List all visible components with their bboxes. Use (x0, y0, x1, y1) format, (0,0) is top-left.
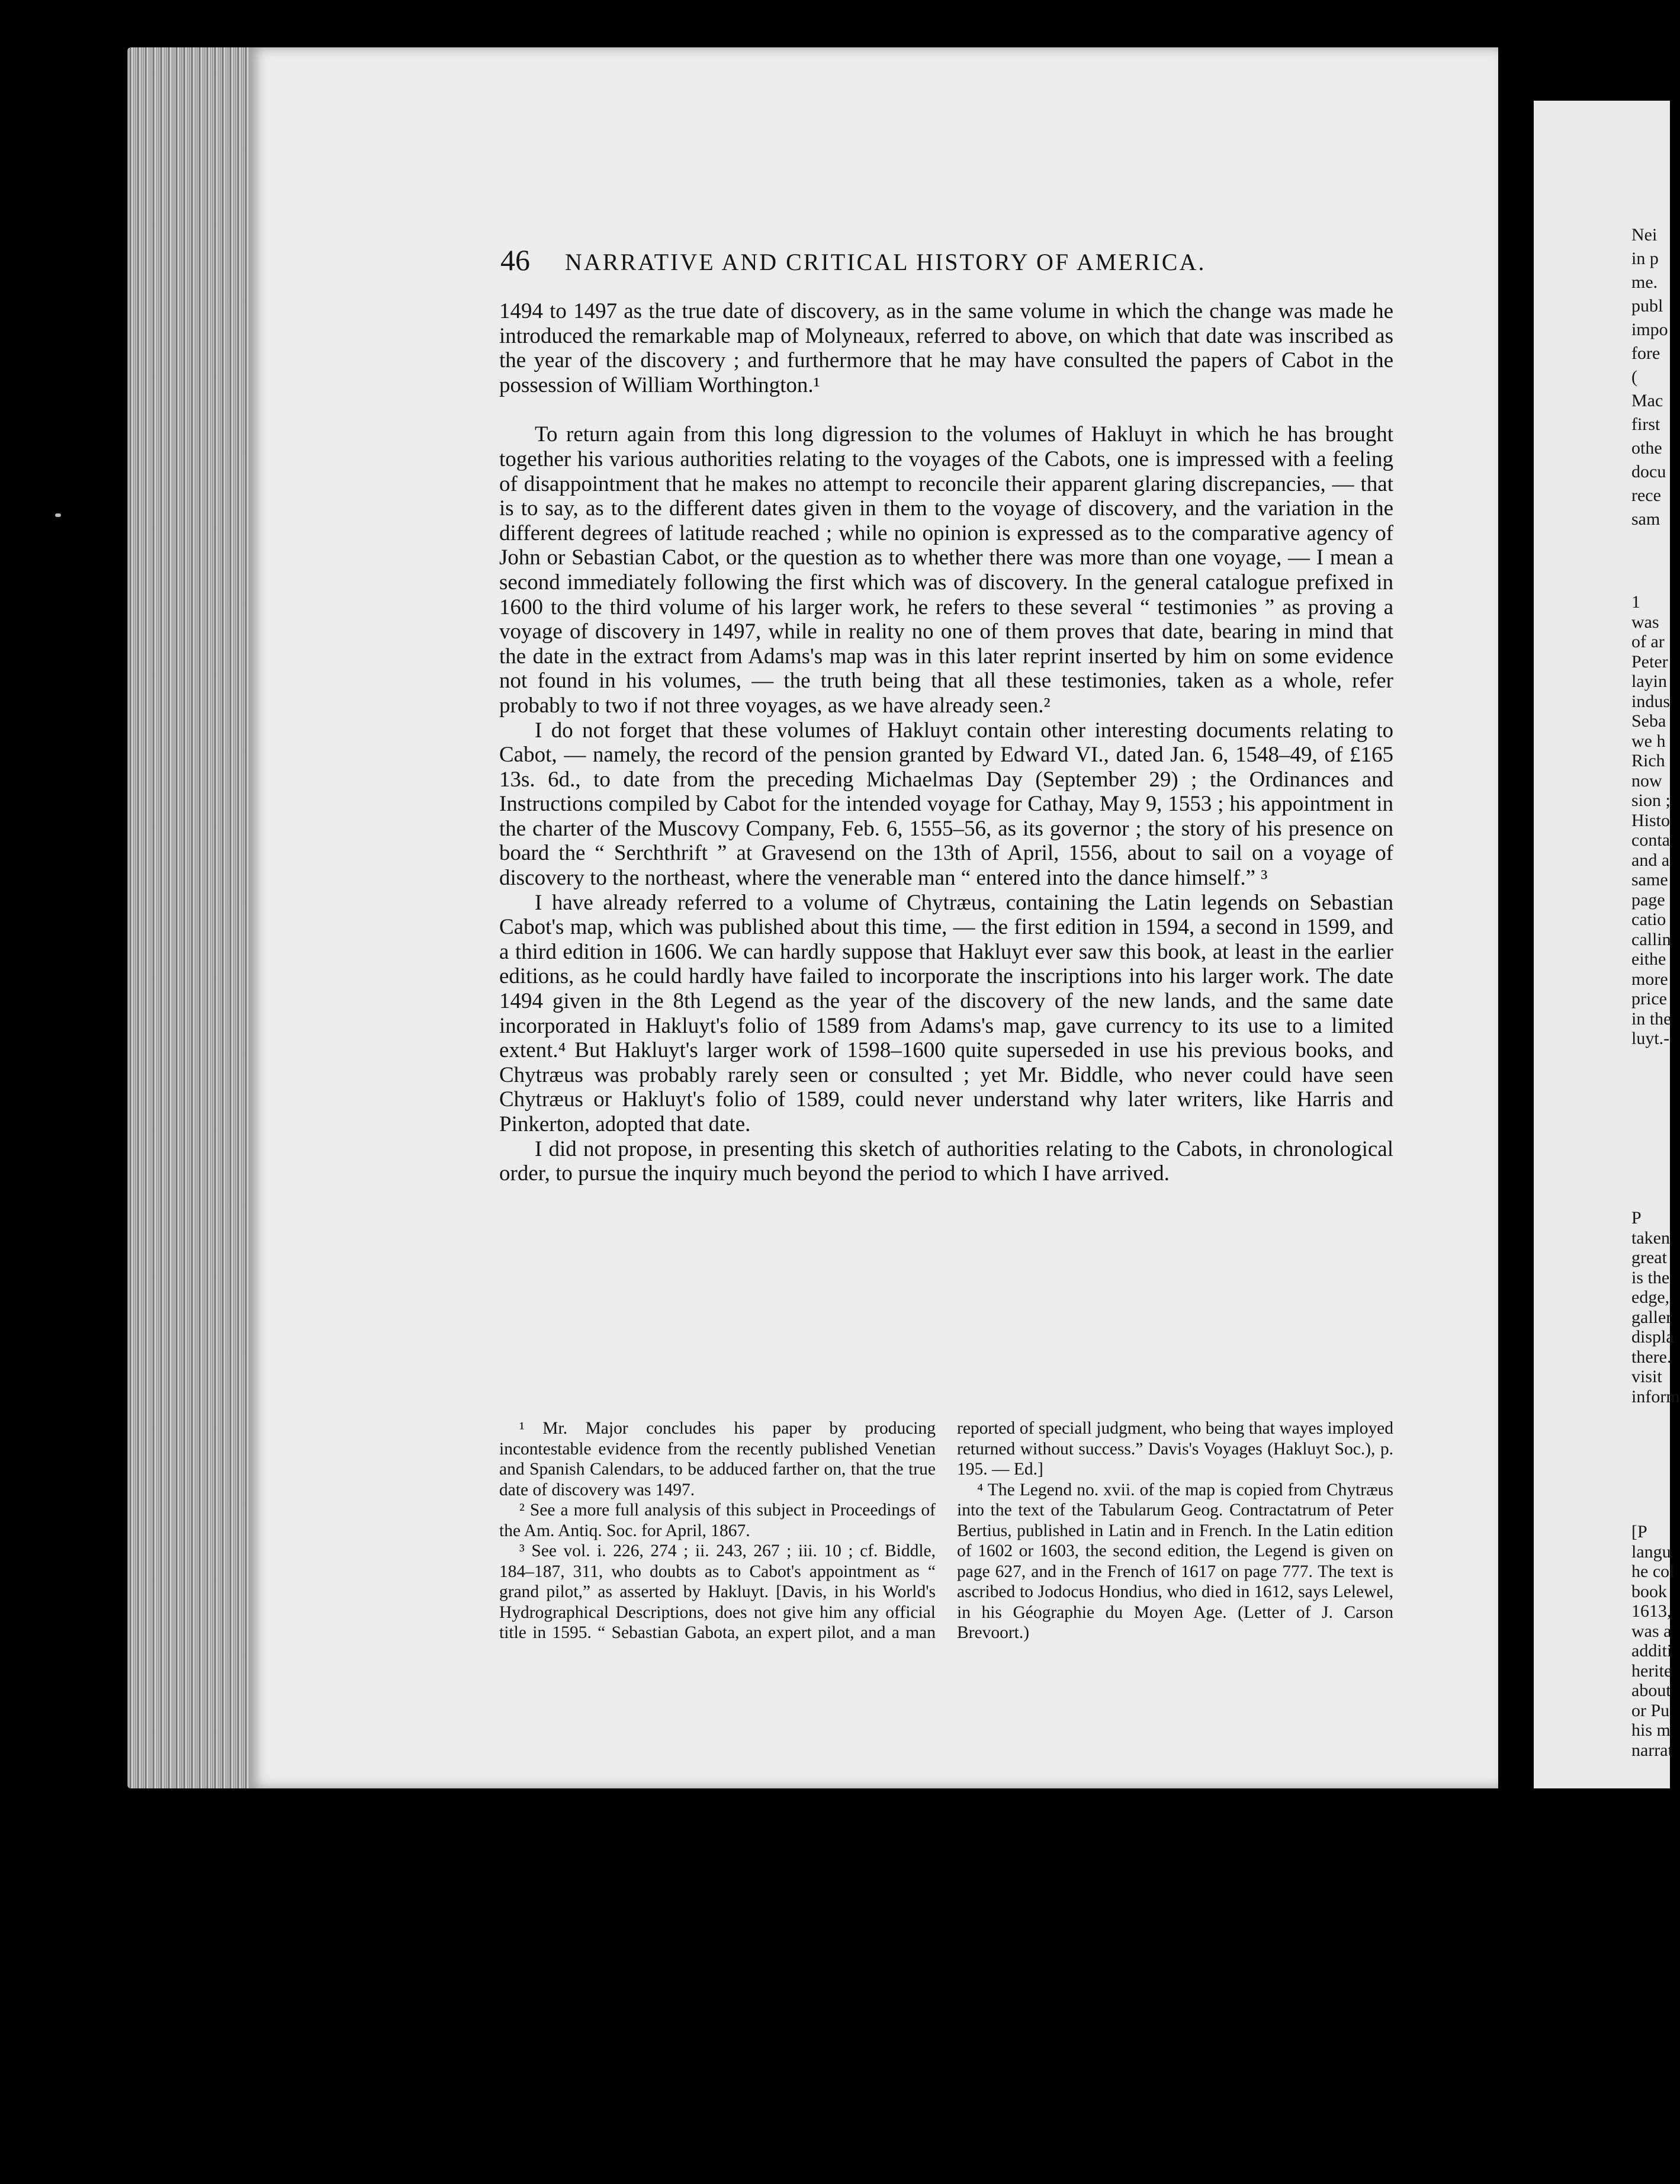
facing-page-line: now (1631, 770, 1662, 791)
facing-page-line: catio (1631, 910, 1666, 929)
binding-mark (55, 513, 61, 517)
facing-page (1534, 101, 1680, 1788)
facing-page-line: sam (1631, 509, 1660, 529)
facing-page-line: book (1631, 1581, 1667, 1601)
facing-page-line: publ (1631, 296, 1663, 316)
footnote: ³ See vol. i. 226, 274 ; ii. 243, 267 ; iii. 10 ; cf. Biddle, 184–187, 311, who doubts as to Cabot's appointment as “ grand pilot,” as asserted by Hakluyt. [Davis, in his World's Hydrographical Descriptions, does not give him any official title in 1595. “ Sebastian Gabota, an expert pilot, and a man reported of speciall judgment, who being that wayes imployed returned without success.” Davis's Voyages (Hakluyt Soc.), p. 195. — Ed.] (499, 1419, 1393, 1642)
facing-page-line: more (1631, 969, 1668, 989)
paragraph: To return again from this long digression to the volumes of Hakluyt in which he has brought together his various authorities relating to the voyages of the Cabots, one is impressed with a feeling of disappointment that he makes no attempt to reconcile their apparent glaring discrepancies, — that is to say, as to the different dates given in them to the voyage of discovery, and the variation in the different degrees of latitude reached ; while no opinion is expressed as to the comparative agency of John or Sebastian Cabot, or the question as to whether there was more than one voyage, — I mean a second immediately following the first which was of discovery. In the general catalogue prefixed in 1600 to the third volume of his larger work, he refers to these several “ testimonies ” as proving a voyage of discovery in 1497, while in reality no one of them proves that date, bearing in mind that the date in the extract from Adams's map was in this later reprint inserted by him on some evidence not found in his volumes, — the truth being that all these testimonies, taken as a whole, refer probably to two if not three voyages, as we have already seen.² (499, 422, 1393, 718)
paragraph: I did not propose, in presenting this sketch of authorities relating to the Cabots, in chronological order, to pursue the inquiry much beyond the period to which I have arrived. (499, 1136, 1393, 1186)
paragraph: I have already referred to a volume of Chytræus, containing the Latin legends on Sebastian Cabot's map, which was published about this time, — the first edition in 1594, a second in 1599, and a third edition in 1606. We can hardly suppose that Hakluyt ever saw this book, at least in the earlier editions, as he could hardly have failed to incorporate the inscriptions into his larger work. The date 1494 given in the 8th Legend as the year of the discovery of the new lands, and the same date incorporated in Hakluyt's folio of 1589 from Adams's map, gave currency to its use to a limited extent.⁴ But Hakluyt's larger work of 1598–1600 quite superseded in use his previous books, and Chytræus was probably rarely seen or consulted ; yet Mr. Biddle, who never could have seen Chytræus or Hakluyt's folio of 1589, could never understand why later writers, like Harris and Pinkerton, adopted that date. (499, 890, 1393, 1136)
footnote: ⁴ The Legend no. xvii. of the map is copied from Chytræus into the text of the Tabularum Geog. Contractatrum of Peter Bertius, published in Latin and in French. In the Latin edition of 1602 or 1603, the second edition, the Legend is given on page 627, and in the French of 1617 on page 777. The text is ascribed to Jodocus Hondius, who died in 1612, says Lelewel, in his Géographie du Moyen Age. (Letter of J. Carson Brevoort.) (957, 1480, 1393, 1642)
facing-page-line: same (1631, 870, 1668, 889)
facing-page-line: ( (1631, 367, 1637, 387)
facing-page-line: fore (1631, 343, 1660, 363)
facing-page-line: layin (1631, 672, 1667, 691)
facing-page-line: langu (1631, 1541, 1671, 1562)
facing-page-line: docu (1631, 462, 1666, 481)
facing-page-line: about (1631, 1681, 1671, 1700)
facing-page-line: great (1631, 1248, 1667, 1267)
facing-page-line: was a (1631, 1621, 1672, 1641)
main-text (499, 299, 1393, 1186)
facing-page-line: Mac (1631, 391, 1663, 410)
facing-page-line: inform (1631, 1386, 1680, 1406)
facing-page-line: edge, (1631, 1287, 1670, 1307)
facing-page-line: Rich (1631, 751, 1665, 770)
paragraph: I do not forget that these volumes of Hakluyt contain other interesting documents relating to Cabot, — namely, the record of the pension granted by Edward VI., dated Jan. 6, 1548–49, of £165 13s. 6d., to date from the preceding Michaelmas Day (September 29) ; the Ordinances and Instructions compiled by Cabot for the intended voyage for Cathay, May 9, 1553 ; his appointment in the charter of the Muscovy Company, Feb. 6, 1555–56, as its governor ; the story of his presence on board the “ Serchthrift ” at Gravesend on the 13th of April, 1556, about to sail on a voyage of discovery to the northeast, where the venerable man “ entered into the dance himself.” ³ (499, 718, 1393, 891)
facing-page-line: his m (1631, 1720, 1671, 1740)
facing-page-line: [P (1631, 1522, 1647, 1541)
facing-page-line: herite (1631, 1661, 1672, 1681)
facing-page-line: Nei (1631, 225, 1657, 245)
facing-page-line: there. (1631, 1347, 1672, 1367)
footnote: ² See a more full analysis of this subject in Proceedings of the Am. Antiq. Soc. for April, 1867. (499, 1501, 936, 1540)
facing-page-line: in p (1631, 249, 1659, 268)
facing-page-line: me. (1631, 272, 1658, 292)
facing-page-line: narrat (1631, 1740, 1673, 1760)
facing-page-line: Peter (1631, 651, 1668, 672)
facing-page-line: displa (1631, 1327, 1674, 1347)
facing-page-line: visit (1631, 1367, 1662, 1386)
facing-page-line: conta (1631, 830, 1670, 850)
paragraph: 1494 to 1497 as the true date of discovery, as in the same volume in which the change was made he introduced the remarkable map of Molyneaux, referred to above, on which that date was inscribed as the year of the discovery ; and furthermore that he may have consulted the papers of Cabot in the possession of William Worthington.¹ (499, 299, 1393, 397)
facing-page-line: page (1631, 889, 1665, 910)
book-page-edges (127, 47, 261, 1788)
facing-page-line: additi (1631, 1641, 1672, 1661)
facing-page-line: of ar (1631, 632, 1665, 651)
facing-page-line: 1613, (1631, 1601, 1672, 1621)
facing-page-line: and a (1631, 850, 1670, 870)
facing-page-line: we h (1631, 731, 1666, 751)
footnote: ¹ Mr. Major concludes his paper by producing incontestable evidence from the recently published Venetian and Spanish Calendars, to be adduced farther on, that the true date of discovery was 1497. (499, 1419, 936, 1499)
facing-page-line: Seba (1631, 711, 1666, 731)
facing-page-line: or Pu (1631, 1700, 1670, 1720)
facing-page-line: he col (1631, 1562, 1675, 1581)
facing-page-line: 1 (1631, 592, 1640, 612)
facing-page-line: indus (1631, 691, 1671, 711)
facing-page-line: price (1631, 989, 1667, 1009)
facing-page-line: was (1631, 612, 1659, 632)
facing-page-line: impo (1631, 320, 1668, 339)
facing-page-line: luyt.- (1631, 1029, 1670, 1048)
facing-page-line: first (1631, 415, 1660, 434)
facing-page-line: galler (1631, 1307, 1672, 1327)
footnotes (499, 1418, 1393, 1643)
facing-page-line: eithe (1631, 949, 1666, 969)
page-header (500, 243, 1324, 277)
running-title: NARRATIVE AND CRITICAL HISTORY OF AMERICA. (565, 249, 1206, 275)
facing-page-line: rece (1631, 486, 1661, 505)
facing-page-line: P (1631, 1208, 1642, 1228)
facing-page-line: othe (1631, 438, 1662, 458)
page-number: 46 (500, 243, 530, 277)
facing-page-line: sion ; (1631, 791, 1671, 810)
facing-page-line: Histo (1631, 810, 1671, 830)
facing-page-line: callin (1631, 929, 1671, 949)
facing-page-line: in the (1631, 1009, 1672, 1029)
facing-page-line: taken (1631, 1228, 1670, 1248)
facing-page-line: is the (1631, 1267, 1670, 1287)
